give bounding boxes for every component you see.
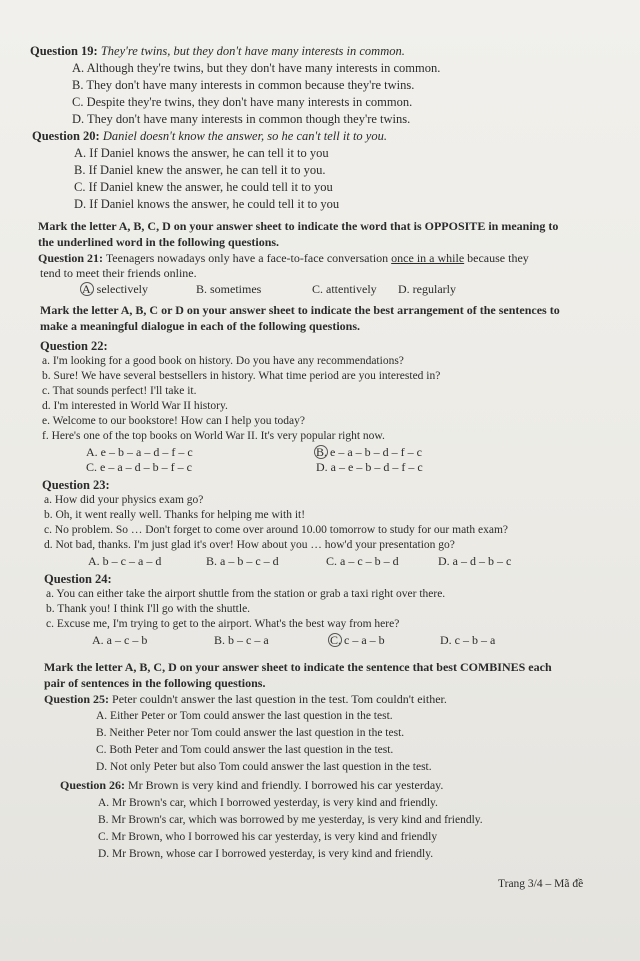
question-label: Question 19: (30, 44, 98, 58)
question-20 (32, 129, 387, 143)
circled-answer-mark (80, 282, 94, 296)
option-a: A. Either Peter or Tom could answer the last question in the test. (96, 710, 393, 722)
question-25 (44, 692, 447, 706)
question-26 (60, 778, 443, 792)
question-label: Question 23: (42, 478, 110, 492)
dialogue-line: b. Oh, it went really well. Thanks for helping me with it! (44, 509, 306, 521)
option-c: C. c – a – b (330, 633, 385, 647)
option-a: A. If Daniel knows the answer, he can tell it to you (74, 146, 329, 160)
option-d: D. Mr Brown, whose car I borrowed yesterday, is very kind and friendly. (98, 848, 434, 860)
option-a: A. b – c – a – d (88, 554, 162, 568)
option-a: A. Mr Brown's car, which I borrowed yesterday, is very kind and friendly. (98, 797, 438, 809)
option-d: D. a – d – b – c (438, 554, 512, 568)
option-a: A. a – c – b (92, 633, 148, 647)
dialogue-line: a. How did your physics exam go? (44, 494, 204, 506)
option-c: C. a – c – b – d (326, 554, 399, 568)
question-19 (30, 44, 405, 58)
dialogue-line: d. I'm interested in World War II history. (42, 400, 228, 412)
question-label: Question 22: (40, 339, 108, 353)
question-prompt: They're twins, but they don't have many interests in common. (100, 44, 405, 58)
option-row (0, 633, 640, 647)
question-21 (38, 251, 529, 265)
option-b: B. sometimes (196, 282, 262, 296)
question-prompt: Peter couldn't answer the last question in the test. Tom couldn't either. (112, 692, 447, 706)
dialogue-line: a. You can either take the airport shuttle from the station or grab a taxi right over there. (46, 588, 446, 600)
option-b: B. If Daniel knew the answer, he can tell it to you. (74, 163, 326, 177)
section-instruction: make a meaningful dialogue in each of the following questions. (40, 319, 361, 333)
dialogue-line: a. I'm looking for a good book on history. Do you have any recommendations? (42, 355, 404, 367)
dialogue-line: e. Welcome to our bookstore! How can I help you today? (42, 415, 305, 427)
option-d: D. Not only Peter but also Tom could answer the last question in the test. (96, 761, 432, 773)
option-c: C. Both Peter and Tom could answer the last question in the test. (96, 744, 394, 756)
section-instruction: Mark the letter A, B, C, D on your answer sheet to indicate the sentence that best COMBINES each (44, 660, 552, 674)
option-c: C. Mr Brown, who I borrowed his car yesterday, is very kind and friendly (98, 831, 438, 843)
section-instruction: Mark the letter A, B, C or D on your answer sheet to indicate the best arrangement of the sentences to (40, 303, 560, 317)
circled-answer-mark (314, 445, 328, 459)
section-instruction: pair of sentences in the following questions. (44, 676, 266, 690)
option-c: C. Despite they're twins, they don't have many interests in common. (72, 95, 413, 109)
question-label: Question 21: (38, 251, 104, 265)
page-footer: Trang 3/4 – Mã đề (498, 878, 584, 890)
question-label: Question 20: (32, 129, 100, 143)
option-a: A. e – b – a – d – f – c (86, 445, 193, 459)
option-a: A. Although they're twins, but they don't have many interests in common. (72, 61, 441, 75)
section-instruction: Mark the letter A, B, C, D on your answer sheet to indicate the word that is OPPOSITE in meaning to (38, 219, 559, 233)
option-row (0, 282, 640, 298)
option-d: D. c – b – a (440, 633, 496, 647)
section-instruction: the underlined word in the following questions. (38, 235, 280, 249)
option-c: C. e – a – d – b – f – c (86, 460, 192, 474)
circled-answer-mark (328, 633, 342, 647)
question-label: Question 25: (44, 692, 110, 706)
dialogue-line: d. Not bad, thanks. I'm just glad it's over! How about you … how'd your presentation go? (44, 539, 455, 551)
option-row (0, 554, 640, 568)
question-label: Question 26: (60, 778, 126, 792)
dialogue-line: c. No problem. So … Don't forget to come over around 10.00 tomorrow to study for our math exam? (44, 524, 509, 536)
question-prompt: Mr Brown is very kind and friendly. I borrowed his car yesterday. (128, 778, 444, 792)
underlined-phrase: once in a while (391, 251, 465, 265)
option-d: D. If Daniel knows the answer, he could tell it to you (74, 197, 340, 211)
option-d: D. regularly (398, 282, 456, 296)
option-c: C. If Daniel knew the answer, he could tell it to you (74, 180, 333, 194)
option-b: B. b – c – a (214, 633, 269, 647)
option-b: B. They don't have many interests in common because they're twins. (72, 78, 415, 92)
question-prompt: Daniel doesn't know the answer, so he can't tell it to you. (102, 129, 387, 143)
option-d: D. They don't have many interests in common though they're twins. (72, 112, 411, 126)
option-c: C. attentively (312, 282, 377, 296)
option-a: A. selectively (82, 282, 148, 296)
question-text: Teenagers nowadays only have a face-to-face conversation (105, 251, 392, 265)
dialogue-line: b. Sure! We have several bestsellers in history. What time period are you interested in? (42, 370, 441, 382)
question-text: because they (464, 251, 529, 265)
dialogue-line: c. Excuse me, I'm trying to get to the airport. What's the best way from here? (46, 618, 400, 630)
option-row (0, 460, 640, 474)
option-b: B. e – a – b – d – f – c (316, 445, 422, 459)
question-text-line2: tend to meet their friends online. (40, 266, 197, 280)
option-d: D. a – e – b – d – f – c (316, 460, 423, 474)
dialogue-line: f. Here's one of the top books on World War II. It's very popular right now. (42, 430, 385, 442)
dialogue-line: c. That sounds perfect! I'll take it. (42, 385, 197, 397)
option-b: B. Mr Brown's car, which was borrowed by me yesterday, is very kind and friendly. (98, 814, 483, 826)
question-label: Question 24: (44, 572, 112, 586)
option-b: B. Neither Peter nor Tom could answer the last question in the test. (96, 727, 405, 739)
dialogue-line: b. Thank you! I think I'll go with the shuttle. (46, 603, 251, 615)
option-b: B. a – b – c – d (206, 554, 279, 568)
